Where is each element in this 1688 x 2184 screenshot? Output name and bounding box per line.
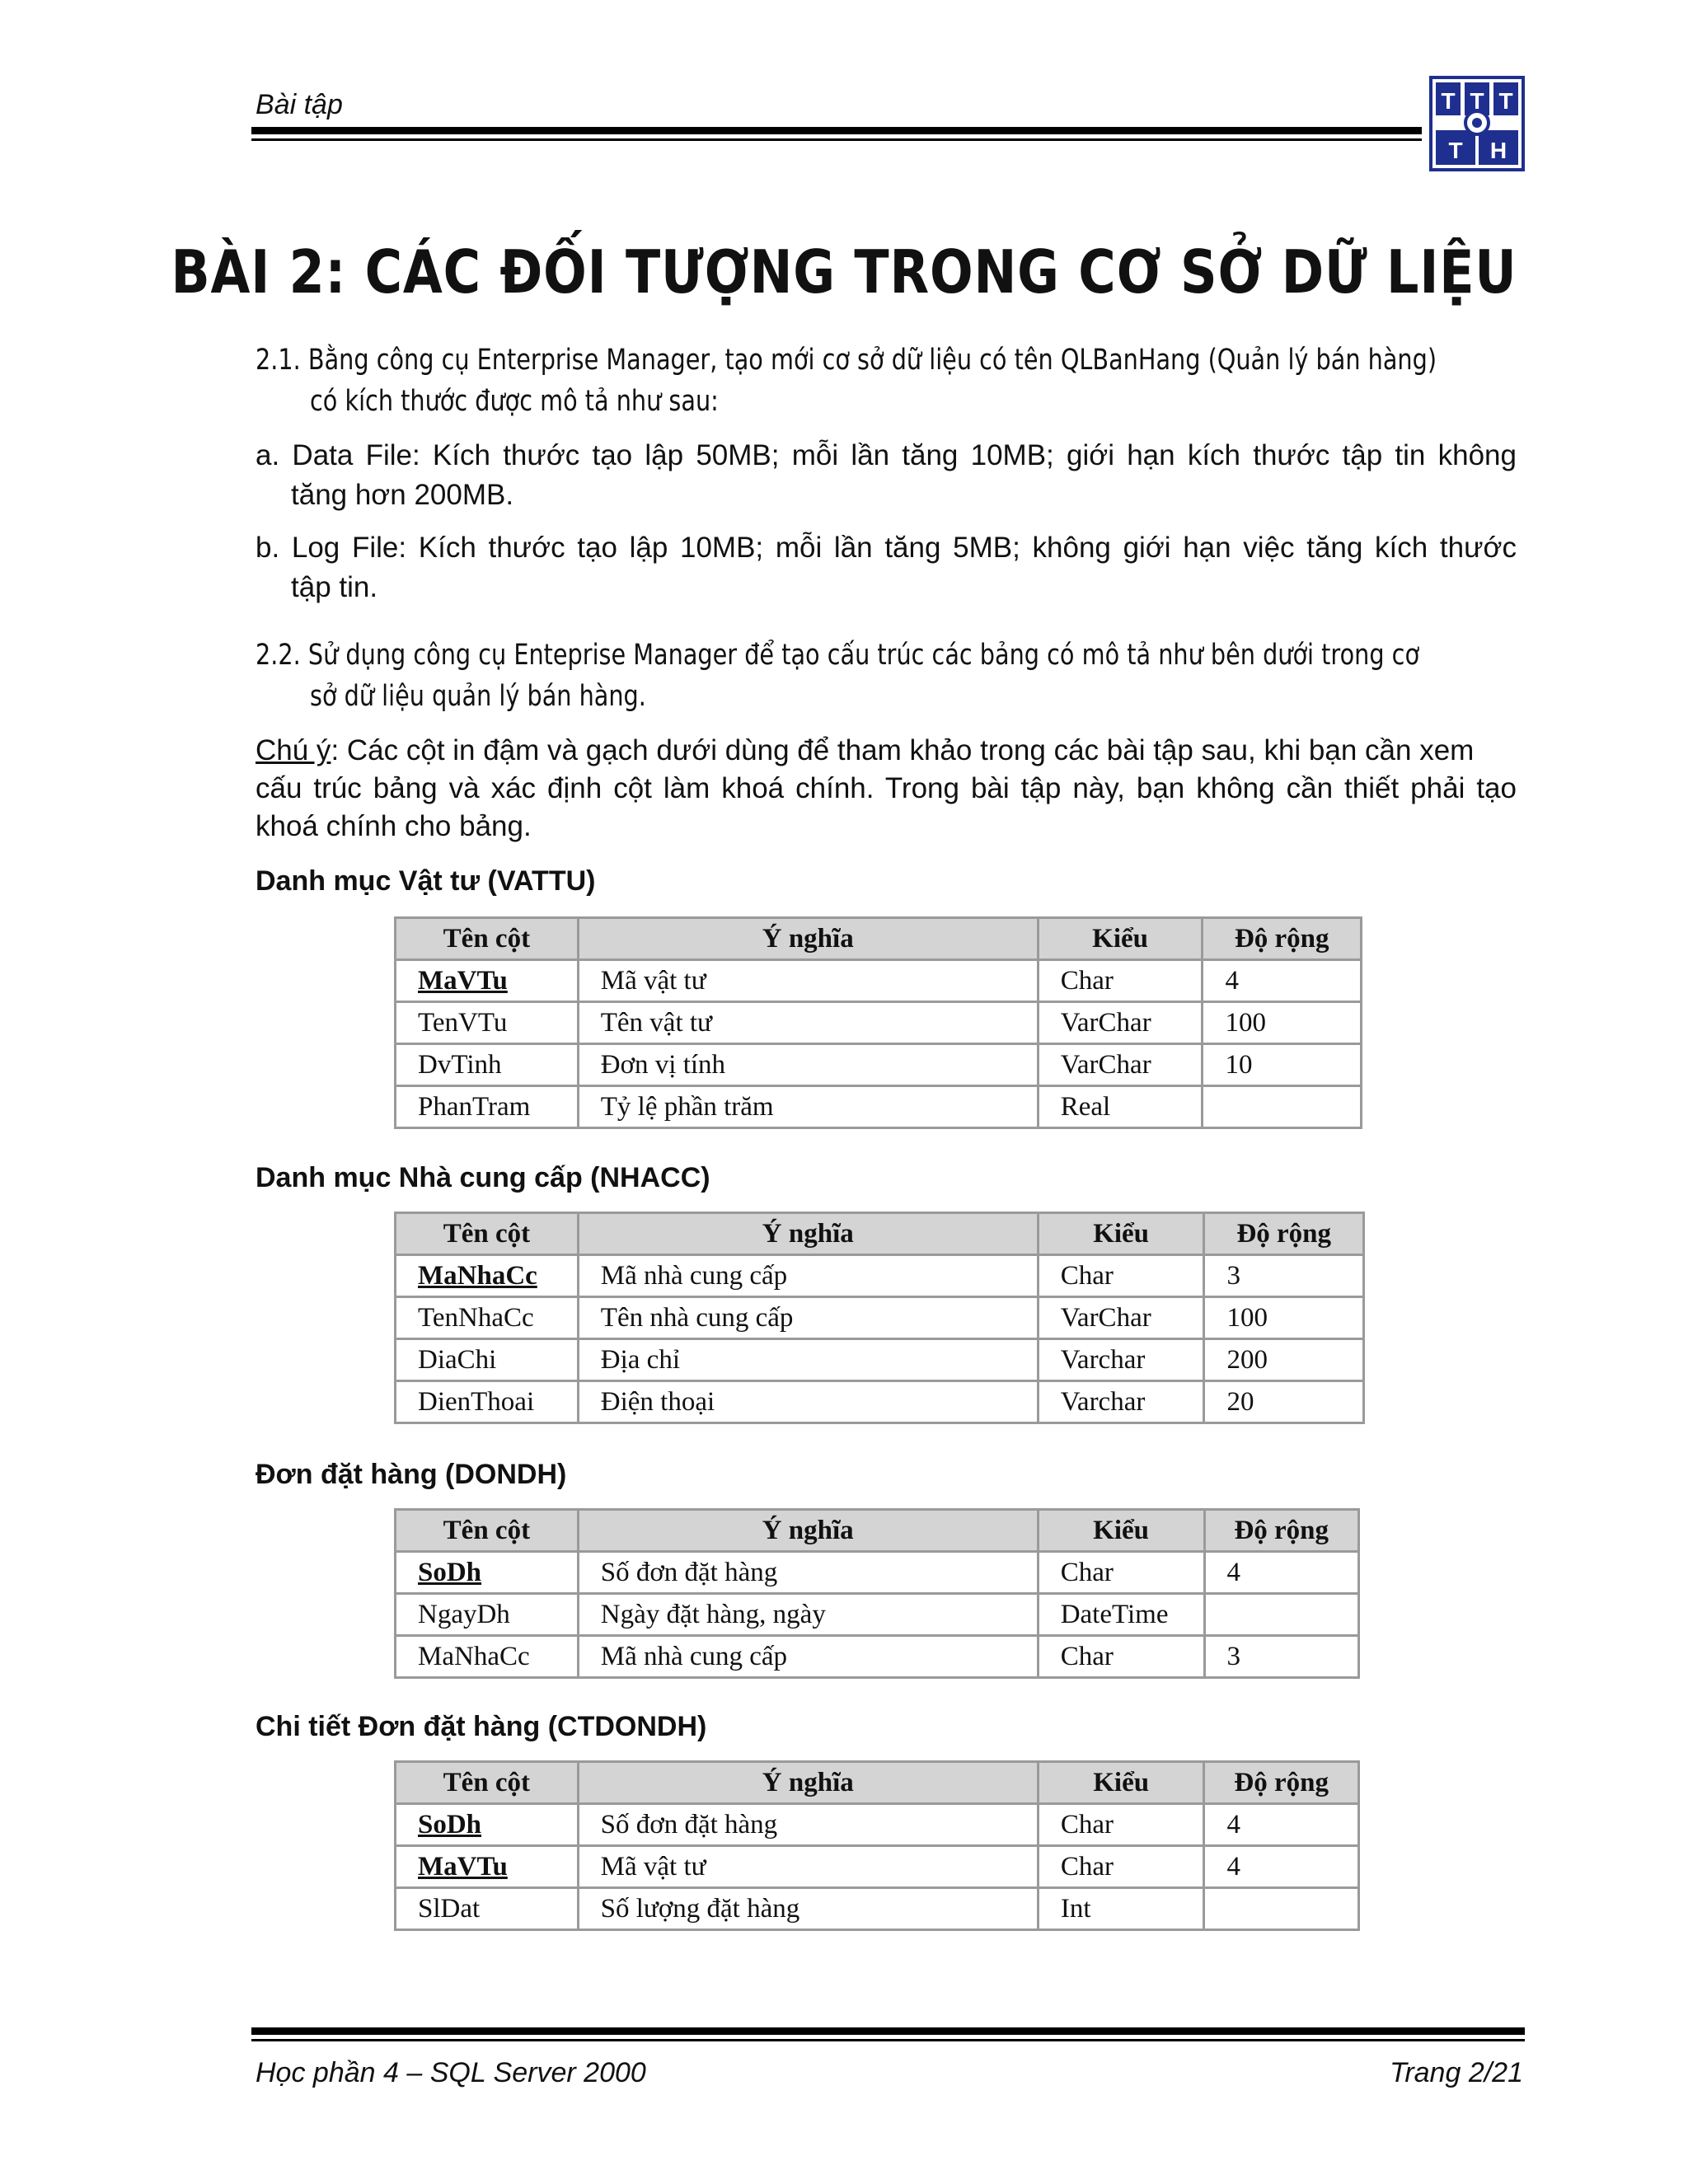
table-row [396,1086,1362,1128]
header-cell-column-name: Tên cột [396,1510,579,1552]
header-cell-meaning: Ý nghĩa [578,1762,1038,1804]
table-row [396,1002,1362,1044]
header-rule-thick [251,127,1422,134]
page-number: Trang 2/21 [1390,2057,1523,2088]
table-header-row [396,1213,1364,1255]
exercise-2-1-line1: 2.1. Bằng công cụ Enterprise Manager, tạo mới cơ sở dữ liệu có tên QLBanHang (Quản lý bán hàng) [256,344,1437,377]
cell-width: 4 [1204,1804,1359,1846]
logo-letter-5: H [1489,138,1507,163]
table-row [396,1552,1359,1594]
cell-type: Char [1038,1552,1204,1594]
table-header-row [396,918,1362,960]
header-title: Bài tập [256,89,343,120]
note-line2: cấu trúc bảng và xác định cột làm khoá chính. Trong bài tập này, bạn không cần thiết phải tạo [256,772,1517,804]
item-b-line2: tập tin. [291,571,378,603]
cell-column-name: SlDat [396,1888,579,1930]
cell-meaning: Tên nhà cung cấp [578,1297,1038,1339]
table-nhacc [394,1212,1365,1424]
note-label: Chú ý [256,734,331,766]
cell-column-name: SoDh [396,1804,579,1846]
cell-type: Real [1038,1086,1203,1128]
cell-meaning: Mã vật tư [578,960,1038,1002]
cell-column-name: NgayDh [396,1594,579,1636]
logo-letter-2: T [1470,88,1484,114]
table-title-ctdondh: Chi tiết Đơn đặt hàng (CTDONDH) [256,1711,707,1742]
cell-type: Char [1038,1636,1204,1678]
cell-width [1204,1888,1359,1930]
cell-type: VarChar [1038,1002,1203,1044]
table-row [396,1846,1359,1888]
cell-meaning: Mã vật tư [578,1846,1038,1888]
logo-graphic [1432,79,1522,168]
header-cell-column-name: Tên cột [396,918,579,960]
cell-type: Char [1038,960,1203,1002]
cell-column-name: MaNhaCc [396,1636,579,1678]
table-dondh [394,1508,1360,1679]
cell-meaning: Ngày đặt hàng, ngày [578,1594,1038,1636]
note-line1 [256,730,1517,771]
cell-width: 200 [1204,1339,1364,1381]
cell-column-name: DvTinh [396,1044,579,1086]
table-row [396,1636,1359,1678]
cell-meaning: Điện thoại [578,1381,1038,1423]
cell-width: 100 [1204,1297,1364,1339]
logo-letter-4: T [1448,138,1463,163]
cell-meaning: Tỷ lệ phần trăm [578,1086,1038,1128]
footer-rule-thin [251,2039,1525,2041]
table-row [396,960,1362,1002]
footer-rule-thick [251,2027,1525,2035]
institution-logo [1429,76,1525,171]
cell-type: VarChar [1038,1044,1203,1086]
table-header-row [396,1762,1359,1804]
cell-meaning: Tên vật tư [578,1002,1038,1044]
table-title-nhacc: Danh mục Nhà cung cấp (NHACC) [256,1162,710,1193]
table-row [396,1888,1359,1930]
cell-column-name: MaVTu [396,1846,579,1888]
exercise-2-2-line2: sở dữ liệu quản lý bán hàng. [310,680,646,713]
item-a-line2: tăng hơn 200MB. [291,479,514,511]
cell-width: 20 [1204,1381,1364,1423]
note-line1-text: : Các cột in đậm và gạch dưới dùng để tham khảo trong các bài tập sau, khi bạn cần xem [331,734,1475,766]
cell-column-name: DiaChi [396,1339,579,1381]
cell-meaning: Địa chỉ [578,1339,1038,1381]
cell-column-name: DienThoai [396,1381,579,1423]
cell-width: 4 [1204,1552,1359,1594]
header-cell-width: Độ rộng [1204,1510,1359,1552]
table-row [396,1044,1362,1086]
table-row [396,1804,1359,1846]
cell-column-name: PhanTram [396,1086,579,1128]
cell-type: Int [1038,1888,1204,1930]
cell-width: 3 [1204,1255,1364,1297]
header-cell-width: Độ rộng [1204,1213,1364,1255]
footer-course: Học phần 4 – SQL Server 2000 [256,2057,646,2088]
table-header-row [396,1510,1359,1552]
cell-type: VarChar [1038,1297,1204,1339]
cell-width: 10 [1203,1044,1362,1086]
header-cell-type: Kiểu [1038,1762,1204,1804]
header-cell-width: Độ rộng [1204,1762,1359,1804]
header-cell-type: Kiểu [1038,1213,1204,1255]
cell-width [1203,1086,1362,1128]
logo-letter-1: T [1441,88,1456,114]
cell-type: Varchar [1038,1339,1204,1381]
exercise-2-1-line2: có kích thước được mô tả như sau: [310,385,719,418]
header-cell-column-name: Tên cột [396,1762,579,1804]
cell-meaning: Số lượng đặt hàng [578,1888,1038,1930]
table-title-dondh: Đơn đặt hàng (DONDH) [256,1459,567,1490]
cell-width: 4 [1204,1846,1359,1888]
cell-width: 4 [1203,960,1362,1002]
cell-type: Char [1038,1255,1204,1297]
header-cell-meaning: Ý nghĩa [578,1510,1038,1552]
cell-column-name: TenVTu [396,1002,579,1044]
header-cell-column-name: Tên cột [396,1213,579,1255]
cell-column-name: MaVTu [396,960,579,1002]
cell-meaning: Số đơn đặt hàng [578,1804,1038,1846]
table-title-vattu: Danh mục Vật tư (VATTU) [256,865,596,897]
cell-type: Char [1038,1804,1204,1846]
cell-column-name: SoDh [396,1552,579,1594]
header-rule-thin [251,138,1422,141]
header-cell-meaning: Ý nghĩa [578,918,1038,960]
header-cell-type: Kiểu [1038,1510,1204,1552]
cell-meaning: Đơn vị tính [578,1044,1038,1086]
cell-meaning: Mã nhà cung cấp [578,1636,1038,1678]
item-b-line1: b. Log File: Kích thước tạo lập 10MB; mỗi lần tăng 5MB; không giới hạn việc tăng kích thước [256,532,1517,564]
cell-type: Char [1038,1846,1204,1888]
item-a-line1: a. Data File: Kích thước tạo lập 50MB; mỗi lần tăng 10MB; giới hạn kích thước tập tin không [256,439,1517,471]
table-ctdondh [394,1760,1360,1931]
table-vattu [394,916,1362,1129]
table-row [396,1297,1364,1339]
cell-width [1204,1594,1359,1636]
cell-column-name: MaNhaCc [396,1255,579,1297]
header-cell-meaning: Ý nghĩa [578,1213,1038,1255]
table-row [396,1381,1364,1423]
cell-width: 100 [1203,1002,1362,1044]
page-title: BÀI 2: CÁC ĐỐI TƯỢNG TRONG CƠ SỞ DỮ LIỆU [171,237,1517,307]
header-cell-width: Độ rộng [1203,918,1362,960]
cell-width: 3 [1204,1636,1359,1678]
cell-type: Varchar [1038,1381,1204,1423]
cell-column-name: TenNhaCc [396,1297,579,1339]
note-line3: khoá chính cho bảng. [256,810,532,842]
table-row [396,1255,1364,1297]
table-row [396,1339,1364,1381]
table-row [396,1594,1359,1636]
cell-type: DateTime [1038,1594,1204,1636]
cell-meaning: Số đơn đặt hàng [578,1552,1038,1594]
exercise-2-2-line1: 2.2. Sử dụng công cụ Enteprise Manager để tạo cấu trúc các bảng có mô tả như bên dưới trong cơ [256,639,1420,672]
header-cell-type: Kiểu [1038,918,1203,960]
logo-letter-3: T [1498,88,1513,114]
cell-meaning: Mã nhà cung cấp [578,1255,1038,1297]
